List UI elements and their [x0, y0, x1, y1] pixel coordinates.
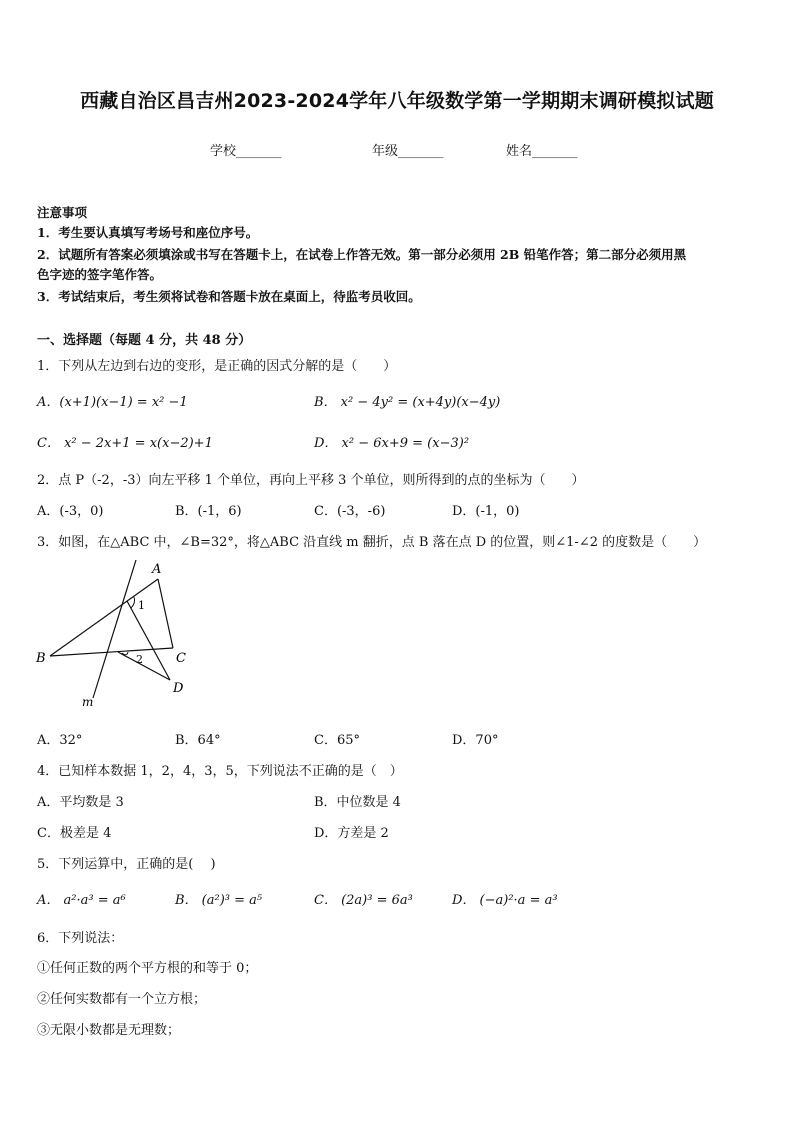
q1-option-a: A．(x+1)(x−1) = x² −1 — [37, 395, 188, 410]
label-m: m — [82, 695, 94, 709]
q6-statement-2: ②任何实数都有一个立方根； — [37, 992, 207, 1007]
q1-stem: 1．下列从左边到右边的变形，是正确的因式分解的是（ ） — [37, 359, 397, 374]
q5-stem: 5．下列运算中，正确的是( ) — [37, 857, 216, 872]
q6-statement-3: ③无限小数都是无理数； — [37, 1023, 181, 1038]
q1-option-c: C． x² − 2x+1 = x(x−2)+1 — [37, 436, 213, 451]
q3-stem: 3．如图，在△ABC 中，∠B=32°，将△ABC 沿直线 m 翻折，点 B 落在点 D 的位置，则∠1-∠2 的度数是（ ） — [37, 535, 707, 550]
q5-option-d: D． (−a)²·a = a³ — [452, 893, 558, 908]
segment-ab — [50, 579, 158, 656]
segment-ac — [158, 579, 173, 648]
q4-option-a: A．平均数是 3 — [37, 795, 124, 810]
note-item-2: 2．试题所有答案必须填涂或书写在答题卡上，在试卷上作答无效。第一部分必须用 2B 铅笔作答；第二部分必须用黑 — [37, 247, 687, 262]
q6-statement-1: ①任何正数的两个平方根的和等于 0； — [37, 961, 258, 976]
note-item-3: 3．考试结束后，考生须将试卷和答题卡放在桌面上，待监考员收回。 — [37, 289, 421, 304]
angle-1-arc — [131, 597, 135, 608]
label-c: C — [176, 651, 186, 666]
q3-option-c: C．65° — [314, 733, 360, 748]
q3-option-d: D．70° — [452, 733, 499, 748]
q1-option-b: B． x² − 4y² = (x+4y)(x−4y) — [314, 395, 501, 410]
q2-option-d: D．(-1，0) — [452, 504, 520, 519]
q3-option-a: A．32° — [37, 733, 83, 748]
exam-title: 西藏自治区昌吉州2023-2024学年八年级数学第一学期期末调研模拟试题 — [80, 90, 714, 112]
note-item-1: 1．考生要认真填写考场号和座位序号。 — [37, 225, 259, 240]
label-d: D — [173, 681, 184, 696]
notes-heading: 注意事项 — [37, 205, 88, 220]
label-a: A — [152, 562, 162, 577]
q5-option-b: B． (a²)³ = a⁵ — [175, 893, 263, 908]
q4-option-c: C．极差是 4 — [37, 826, 112, 841]
line-m — [93, 560, 136, 698]
label-angle-1: 1 — [138, 599, 145, 612]
triangle-fold-figure — [30, 556, 210, 716]
q2-option-c: C．(-3，-6) — [314, 504, 386, 519]
q1-option-d: D． x² − 6x+9 = (x−3)² — [314, 436, 470, 451]
q2-stem: 2．点 P（-2，-3）向左平移 1 个单位，再向上平移 3 个单位，则所得到的点的坐标为（ ） — [37, 473, 585, 488]
school-field: 学校_______ — [210, 144, 282, 159]
q6-stem: 6．下列说法： — [37, 931, 124, 946]
q4-option-b: B．中位数是 4 — [314, 795, 401, 810]
section-heading: 一、选择题（每题 4 分，共 48 分） — [37, 333, 252, 348]
q5-option-c: C． (2a)³ = 6a³ — [314, 893, 413, 908]
grade-field: 年级_______ — [372, 144, 444, 159]
q4-stem: 4．已知样本数据 1，2，4，3，5，下列说法不正确的是（ ） — [37, 764, 403, 779]
label-b: B — [36, 651, 46, 666]
q2-option-a: A．(-3，0) — [37, 504, 104, 519]
q2-option-b: B．(-1，6) — [175, 504, 242, 519]
q5-option-a: A． a²·a³ = a⁶ — [37, 893, 126, 908]
name-field: 姓名_______ — [506, 144, 578, 159]
note-item-2-cont: 色字迹的签字笔作答。 — [37, 267, 163, 282]
q4-option-d: D．方差是 2 — [314, 826, 389, 841]
label-angle-2: 2 — [136, 653, 143, 666]
q3-option-b: B．64° — [175, 733, 221, 748]
